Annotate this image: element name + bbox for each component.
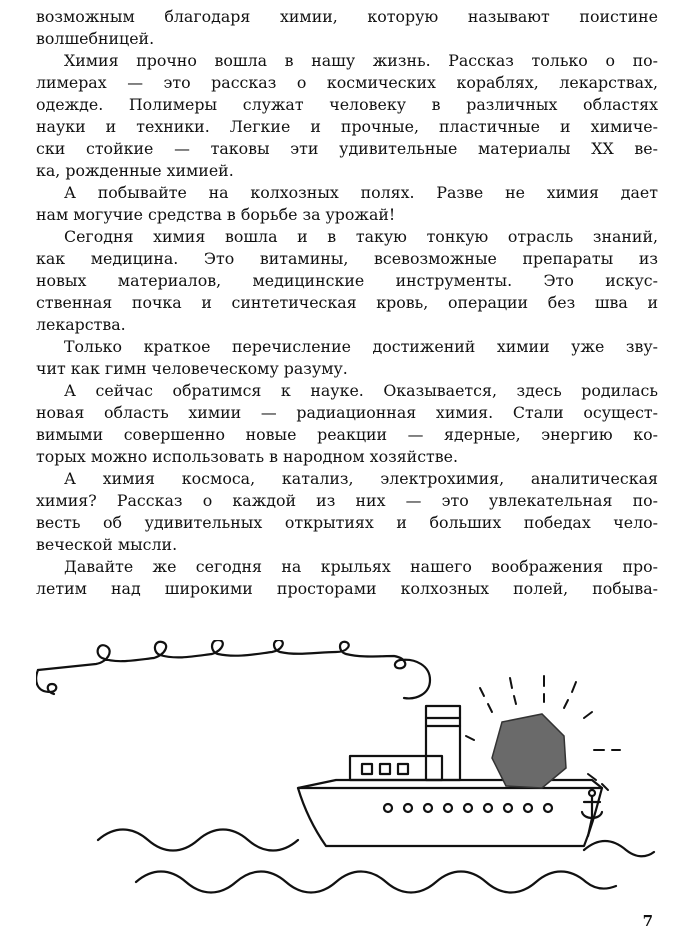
text-line: возможным благодаря химии, которую называют поистине bbox=[36, 7, 658, 26]
porthole bbox=[544, 804, 552, 812]
text-line: ски стойкие — таковы эти удивительные материалы XX ве- bbox=[36, 139, 658, 158]
text-line: Сегодня химия вошла и в такую тонкую отрасль знаний, bbox=[64, 227, 658, 246]
cabin-window bbox=[380, 764, 390, 774]
porthole bbox=[444, 804, 452, 812]
text-line: нам могучие средства в борьбе за урожай! bbox=[36, 205, 396, 224]
body-text bbox=[36, 6, 658, 600]
porthole bbox=[504, 804, 512, 812]
deck-line bbox=[298, 780, 602, 788]
ship-hull bbox=[298, 788, 602, 846]
cargo-blob bbox=[492, 714, 566, 788]
text-line: химия? Рассказ о каждой из них — это увлекательная по- bbox=[36, 491, 658, 510]
text-line: чит как гимн человеческому разуму. bbox=[36, 359, 348, 378]
cabin-window bbox=[362, 764, 372, 774]
porthole bbox=[404, 804, 412, 812]
text-line: Химия прочно вошла в нашу жизнь. Рассказ только о по- bbox=[64, 51, 658, 70]
text-line: ственная почка и синтетическая кровь, операции без шва и bbox=[36, 293, 658, 312]
porthole bbox=[484, 804, 492, 812]
text-line: летим над широкими просторами колхозных полей, побыва- bbox=[36, 579, 658, 598]
porthole bbox=[524, 804, 532, 812]
porthole bbox=[384, 804, 392, 812]
text-line: новых материалов, медицинские инструменты. Это искус- bbox=[36, 271, 658, 290]
page-number: 7 bbox=[642, 912, 653, 930]
text-line: А побывайте на колхозных полях. Разве не химия дает bbox=[64, 183, 658, 202]
porthole bbox=[424, 804, 432, 812]
text-line: лимерах — это рассказ о космических кораблях, лекарствах, bbox=[36, 73, 658, 92]
text-line: одежде. Полимеры служат человеку в различных областях bbox=[36, 95, 658, 114]
text-line: Только краткое перечисление достижений химии уже зву- bbox=[64, 337, 658, 356]
wave-line bbox=[136, 872, 616, 893]
text-line: как медицина. Это витамины, всевозможные препараты из bbox=[36, 249, 658, 268]
porthole bbox=[464, 804, 472, 812]
text-line: веческой мысли. bbox=[36, 535, 178, 554]
text-line: А химия космоса, катализ, электрохимия, аналитическая bbox=[64, 469, 658, 488]
text-line: волшебницей. bbox=[36, 29, 155, 48]
text-line: Давайте же сегодня на крыльях нашего воображения про- bbox=[64, 557, 658, 576]
wave-line bbox=[98, 830, 298, 851]
text-line: вимыми совершенно новые реакции — ядерные, энергию ко- bbox=[36, 425, 658, 444]
text-line: торых можно использовать в народном хозяйстве. bbox=[36, 447, 459, 466]
wave-line bbox=[584, 841, 654, 856]
text-line: науки и техники. Легкие и прочные, пластичные и химиче- bbox=[36, 117, 658, 136]
text-line: ка, рожденные химией. bbox=[36, 161, 234, 180]
ship-cabin bbox=[350, 756, 442, 780]
cabin-window bbox=[398, 764, 408, 774]
cloud-outline bbox=[38, 640, 430, 698]
steamship-illustration bbox=[36, 640, 656, 900]
text-line: весть об удивительных открытиях и больших победах чело- bbox=[36, 513, 658, 532]
text-line: А сейчас обратимся к науке. Оказывается, здесь родилась bbox=[64, 381, 658, 400]
text-line: новая область химии — радиационная химия. Стали осущест- bbox=[36, 403, 658, 422]
cloud-left-curve bbox=[36, 670, 56, 694]
text-line: лекарства. bbox=[36, 315, 126, 334]
